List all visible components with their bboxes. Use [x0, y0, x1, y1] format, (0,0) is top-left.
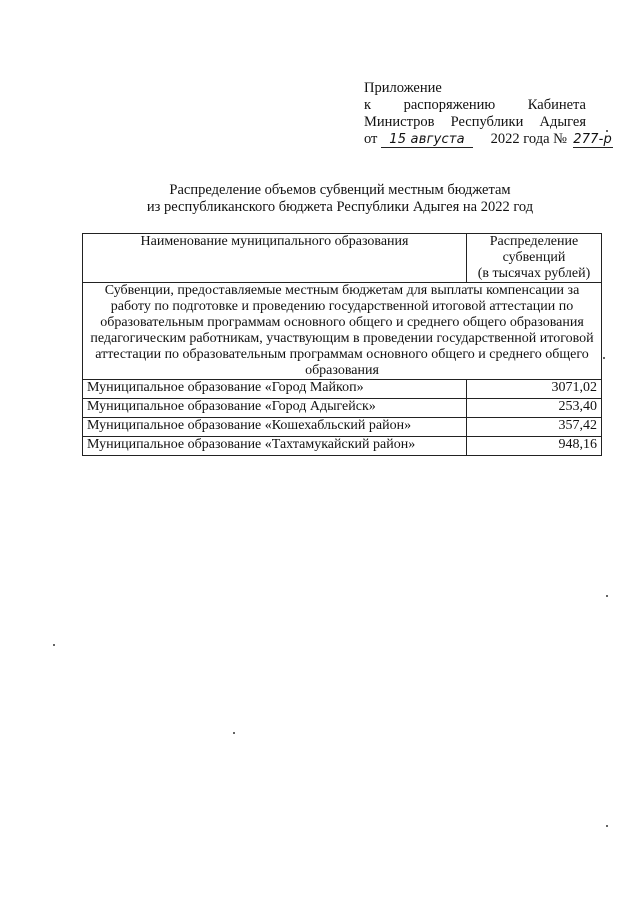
table-row — [83, 399, 602, 418]
appendix-line-3 — [364, 114, 586, 131]
section-description: Субвенции, предоставляемые местным бюджетам для выплаты компенсации за работу по подготовке и проведению государственной итоговой аттестации по образовательным программам основного общего и среднего общего образования педагогическим работникам, участвующим в проведении государственной итоговой аттестации по образовательным программам основного общего и среднего общего образования — [83, 283, 602, 380]
year-text: 2022 года № — [490, 131, 567, 147]
appendix-word: Министров — [364, 114, 435, 130]
subvention-amount: 948,16 — [467, 437, 602, 456]
scan-speck — [606, 130, 608, 132]
scan-speck — [603, 357, 605, 359]
municipality-name: Муниципальное образование «Город Адыгейск» — [83, 399, 467, 418]
municipality-name: Муниципальное образование «Кошехабльский район» — [83, 418, 467, 437]
table-row — [83, 418, 602, 437]
table-header-row — [83, 234, 602, 283]
appendix-label: Приложение — [364, 80, 442, 96]
appendix-word: к — [364, 97, 372, 113]
subvention-amount: 253,40 — [467, 399, 602, 418]
scan-speck — [606, 595, 608, 597]
document-title — [80, 182, 600, 216]
header-sum-line: субвенций — [502, 250, 566, 265]
appendix-word: Кабинета — [527, 97, 586, 113]
appendix-word: распоряжению — [403, 97, 496, 113]
municipality-name: Муниципальное образование «Город Майкоп» — [83, 380, 467, 399]
header-name: Наименование муниципального образования — [83, 234, 467, 283]
subvention-amount: 3071,02 — [467, 380, 602, 399]
title-line-2: из республиканского бюджета Республики Адыгея на 2022 год — [146, 199, 534, 215]
table-row — [83, 380, 602, 399]
appendix-block — [364, 80, 612, 148]
appendix-word: Республики — [450, 114, 524, 130]
distribution-table — [82, 233, 602, 456]
date-prefix: от — [364, 131, 378, 147]
municipality-name: Муниципальное образование «Тахтамукайский район» — [83, 437, 467, 456]
header-sum — [467, 234, 602, 283]
scan-speck — [606, 825, 608, 827]
header-sum-line: (в тысячах рублей) — [477, 266, 591, 281]
handwritten-number: 277-р — [573, 132, 612, 147]
appendix-word: Адыгея — [539, 114, 586, 130]
handwritten-date: 15 августа — [381, 133, 473, 148]
section-row — [83, 283, 602, 380]
scan-speck — [53, 644, 55, 646]
subvention-amount: 357,42 — [467, 418, 602, 437]
appendix-line-2 — [364, 97, 586, 114]
title-line-1: Распределение объемов субвенций местным бюджетам — [169, 182, 511, 198]
header-sum-line: Распределение — [489, 234, 579, 249]
table-row — [83, 437, 602, 456]
appendix-date-line — [364, 131, 612, 148]
scan-speck — [233, 732, 235, 734]
